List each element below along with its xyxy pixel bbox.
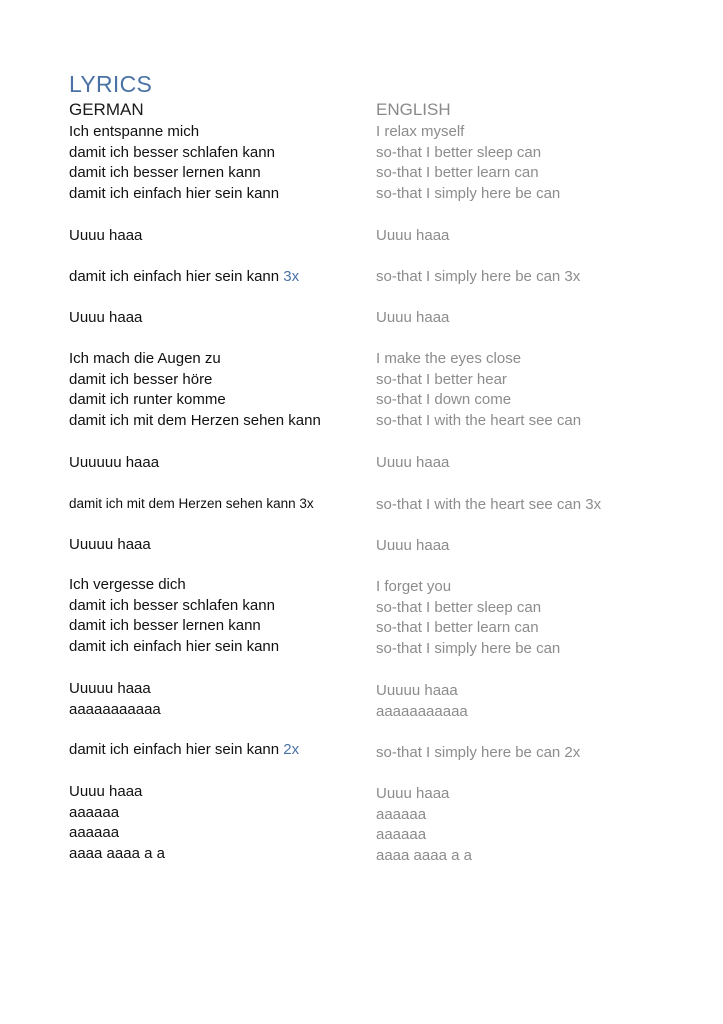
lyric-text: Uuuu haaa — [69, 783, 143, 800]
lyric-text: damit ich einfach hier sein kann — [69, 268, 280, 285]
english-stanza — [376, 536, 449, 557]
english-lyric-line — [376, 784, 472, 805]
english-lyric-line — [376, 411, 581, 432]
lyric-text: so-that I simply here be can — [376, 640, 561, 658]
lyric-text: so-that I with the heart see can 3x — [376, 496, 602, 513]
lyric-text: so-that I better sleep can — [376, 598, 542, 616]
english-lyric-line — [376, 267, 580, 288]
lyric-text: Uuuu haaa — [376, 785, 450, 802]
lyric-text: I forget you — [376, 578, 452, 595]
lyric-text: Ich entspanne mich — [69, 123, 200, 140]
english-lyric-line — [376, 702, 468, 723]
lyric-text: damit ich runter komme — [69, 391, 226, 409]
english-stanza — [376, 267, 580, 288]
lyric-text: damit ich einfach hier sein kann — [69, 638, 280, 656]
english-stanza — [376, 681, 468, 722]
english-lyric-line — [376, 825, 472, 846]
english-lyric-line — [376, 122, 560, 143]
english-stanza — [376, 743, 580, 764]
german-lyric-line — [69, 575, 279, 596]
english-lyric-line — [376, 184, 560, 205]
english-lyric-line — [376, 536, 449, 557]
repeat-marker: 2x — [283, 741, 300, 758]
lyric-text: so-that I down come — [376, 391, 512, 409]
page-title: LYRICS — [69, 71, 153, 97]
lyric-text: Uuuu haaa — [376, 454, 450, 471]
lyric-text: so-that I simply here be can 2x — [376, 744, 581, 761]
lyric-text: Ich mach die Augen zu — [69, 350, 221, 367]
lyric-text: so-that I simply here be can 3x — [376, 268, 581, 285]
lyric-text: Uuuu haaa — [69, 227, 143, 244]
lyric-text: damit ich besser lernen kann — [69, 164, 261, 182]
lyric-text: aaaa aaaa a a — [69, 845, 165, 863]
english-lyric-line — [376, 681, 468, 702]
german-stanza — [69, 122, 279, 205]
lyric-text: damit ich mit dem Herzen sehen kann 3x — [69, 496, 314, 511]
lyric-text: Uuuuu haaa — [69, 536, 151, 553]
english-lyric-line — [376, 143, 560, 164]
english-heading: ENGLISH — [376, 100, 451, 119]
german-lyric-line — [69, 535, 151, 556]
english-lyric-line — [376, 805, 472, 826]
english-stanza — [376, 226, 449, 247]
german-heading: GERMAN — [69, 100, 144, 119]
german-lyric-line — [69, 267, 299, 288]
german-lyric-line — [69, 782, 165, 803]
german-column — [69, 99, 359, 863]
german-lyric-line — [69, 411, 321, 432]
english-lyric-line — [376, 226, 449, 247]
lyric-text: damit ich einfach hier sein kann — [69, 185, 280, 203]
german-stanza — [69, 453, 159, 474]
german-stanza — [69, 494, 314, 515]
english-column — [376, 99, 696, 865]
german-lyric-line — [69, 370, 321, 391]
german-lyric-line — [69, 184, 279, 205]
german-lyric-line — [69, 700, 161, 721]
lyric-text: Uuuu haaa — [376, 537, 450, 554]
german-lyric-line — [69, 143, 279, 164]
english-lyric-line — [376, 618, 560, 639]
english-lyric-line — [376, 453, 449, 474]
german-stanza — [69, 308, 142, 329]
lyric-text: damit ich besser höre — [69, 370, 213, 388]
lyric-text: Uuuuu haaa — [376, 682, 458, 699]
english-lyric-line — [376, 163, 560, 184]
lyric-text: damit ich besser schlafen kann — [69, 143, 275, 161]
german-lyric-line — [69, 349, 321, 370]
english-lyric-line — [376, 370, 581, 391]
german-lyric-line — [69, 453, 159, 474]
lyric-text: aaaaaa — [69, 803, 120, 821]
lyric-text: damit ich einfach hier sein kann — [69, 741, 280, 758]
lyric-text: so-that I with the heart see can — [376, 412, 582, 430]
german-lyric-line — [69, 679, 161, 700]
german-stanza — [69, 679, 161, 720]
german-stanza — [69, 226, 142, 247]
lyric-text: Uuuuu haaa — [69, 680, 151, 697]
german-lyric-line — [69, 226, 142, 247]
german-lyric-line — [69, 823, 165, 844]
lyric-text: so-that I simply here be can — [376, 185, 561, 203]
lyric-text: Uuuu haaa — [69, 309, 143, 326]
english-lyric-line — [376, 390, 581, 411]
lyric-text: aaaaaa — [376, 826, 427, 844]
german-lyric-line — [69, 122, 279, 143]
german-lyric-line — [69, 616, 279, 637]
english-stanza — [376, 495, 601, 516]
repeat-marker: 3x — [283, 268, 300, 285]
german-lyric-line — [69, 803, 165, 824]
english-stanza — [376, 308, 449, 329]
english-lyric-line — [376, 349, 581, 370]
lyric-text: aaaa aaaa a a — [376, 847, 472, 865]
german-lyric-line — [69, 596, 279, 617]
german-stanza — [69, 349, 321, 432]
lyric-text: aaaaaaaaaaa — [376, 702, 468, 720]
english-lyric-line — [376, 308, 449, 329]
lyric-text: aaaaaa — [376, 805, 427, 823]
english-stanza — [376, 122, 560, 205]
german-lyric-line — [69, 494, 314, 515]
german-lyric-line — [69, 163, 279, 184]
lyric-text: aaaaaaaaaaa — [69, 700, 161, 718]
lyric-text: damit ich besser schlafen kann — [69, 596, 275, 614]
lyric-text: I relax myself — [376, 123, 465, 140]
english-lyric-line — [376, 743, 580, 764]
lyric-text: damit ich mit dem Herzen sehen kann — [69, 412, 321, 430]
english-lyric-line — [376, 577, 560, 598]
german-stanza — [69, 740, 299, 761]
lyric-text: I make the eyes close — [376, 350, 522, 367]
lyric-text: so-that I better learn can — [376, 164, 539, 182]
german-lyric-line — [69, 740, 299, 761]
lyric-text: so-that I better sleep can — [376, 143, 542, 161]
lyric-text: Uuuu haaa — [376, 309, 450, 326]
lyric-text: aaaaaa — [69, 824, 120, 842]
english-lyric-line — [376, 639, 560, 660]
english-stanza — [376, 577, 560, 660]
english-lyric-line — [376, 846, 472, 867]
english-lyric-line — [376, 598, 560, 619]
german-lyric-line — [69, 308, 142, 329]
english-stanza — [376, 453, 449, 474]
german-stanza — [69, 535, 151, 556]
lyric-text: so-that I better learn can — [376, 619, 539, 637]
german-lyric-line — [69, 844, 165, 865]
english-lyric-line — [376, 495, 601, 516]
german-stanza — [69, 575, 279, 658]
lyric-text: Uuuuuu haaa — [69, 454, 160, 471]
lyric-text: Ich vergesse dich — [69, 576, 186, 593]
lyric-text: Uuuu haaa — [376, 227, 450, 244]
english-stanza — [376, 784, 472, 867]
lyric-text: damit ich besser lernen kann — [69, 617, 261, 635]
german-stanza — [69, 782, 165, 865]
german-stanza — [69, 267, 299, 288]
lyric-text: so-that I better hear — [376, 370, 507, 388]
german-lyric-line — [69, 390, 321, 411]
german-lyric-line — [69, 637, 279, 658]
english-stanza — [376, 349, 581, 432]
